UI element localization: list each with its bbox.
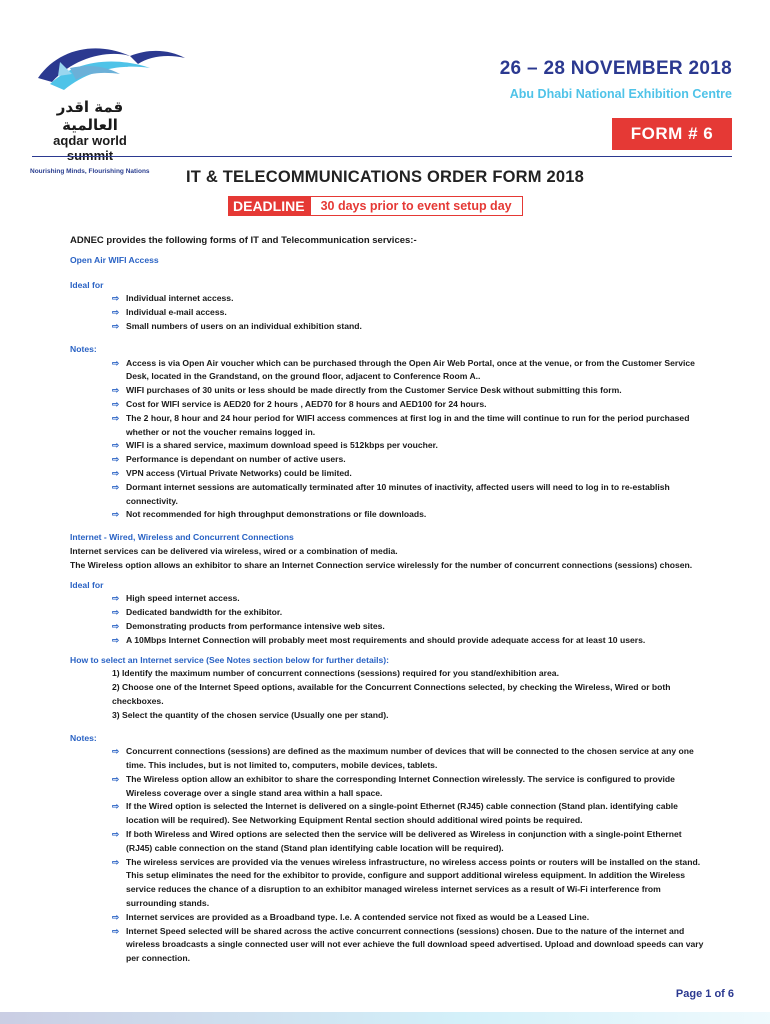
- header-divider: [32, 156, 732, 157]
- arrow-bullet-icon: ⇨: [112, 801, 120, 812]
- deadline-banner: [228, 196, 523, 216]
- page-number: Page 1 of 6: [675, 988, 734, 1000]
- list-item: ⇨ High speed internet access.: [112, 592, 710, 606]
- aqdar-logo-icon: [30, 38, 190, 96]
- step-item: 1) Identify the maximum number of concurrent connections (sessions) required for you stand/exhibition area.: [112, 668, 559, 679]
- arrow-bullet-icon: ⇨: [112, 509, 120, 520]
- arrow-bullet-icon: ⇨: [112, 307, 120, 318]
- list-item: ⇨ Access is via Open Air voucher which can be purchased through the Open Air Web Portal, once at the venue, or from the Customer Service Desk, located in the Grandstand, on the ground floor, adjacent to Conference Room A..: [112, 357, 710, 385]
- deadline-label: DEADLINE: [228, 196, 310, 216]
- arrow-bullet-icon: ⇨: [112, 320, 120, 331]
- internet-description-2: The Wireless option allows an exhibitor to share an Internet Connection service wirelessly for the number of concurrent connections (sessions) chosen.: [70, 559, 693, 570]
- list-item: ⇨ A 10Mbps Internet Connection will probably meet most requirements and should provide adequate access for at least 10 users.: [112, 634, 710, 648]
- list-item: ⇨ If both Wireless and Wired options are selected then the service will be delivered as Wireless in conjunction with a single-point Ethernet (RJ45) cable connection on the stand (Stand plan identifying cable location will be required).: [112, 828, 710, 856]
- list-item: ⇨ Individual e-mail access.: [112, 306, 710, 320]
- arrow-bullet-icon: ⇨: [112, 856, 120, 867]
- logo-english-text: aqdar world summit: [53, 133, 127, 163]
- arrow-bullet-icon: ⇨: [112, 440, 120, 451]
- page-title: IT & TELECOMMUNICATIONS ORDER FORM 2018: [185, 168, 584, 186]
- arrow-bullet-icon: ⇨: [112, 412, 120, 423]
- list-item: ⇨ Dedicated bandwidth for the exhibitor.: [112, 606, 710, 620]
- event-venue: Abu Dhabi National Exhibition Centre: [509, 87, 732, 101]
- arrow-bullet-icon: ⇨: [112, 620, 120, 631]
- howto-steps: [112, 667, 710, 722]
- internet-ideal-heading: Ideal for: [70, 579, 104, 590]
- internet-notes-list: [70, 745, 710, 966]
- arrow-bullet-icon: ⇨: [112, 634, 120, 645]
- arrow-bullet-icon: ⇨: [112, 481, 120, 492]
- deadline-text: 30 days prior to event setup day: [310, 196, 523, 216]
- arrow-bullet-icon: ⇨: [112, 593, 120, 604]
- arrow-bullet-icon: ⇨: [112, 293, 120, 304]
- wifi-ideal-heading: Ideal for: [70, 279, 104, 290]
- wifi-notes-heading: Notes:: [70, 343, 97, 354]
- list-item: ⇨ Individual internet access.: [112, 292, 710, 306]
- list-item: ⇨ The 2 hour, 8 hour and 24 hour period for WIFI access commences at first log in and the time will continue to run for the period purchased whether or not the voucher remains logged in.: [112, 412, 710, 440]
- list-item: ⇨ Performance is dependant on number of active users.: [112, 453, 710, 467]
- arrow-bullet-icon: ⇨: [112, 746, 120, 757]
- list-item: ⇨ Internet Speed selected will be shared across the active concurrent connections (sessions) chosen. Due to the nature of the internet and wireless broadcasts a single connected user will not ever achieve the full download speed advertised. Upload and download speeds can vary per connection.: [112, 925, 710, 966]
- list-item: ⇨ Dormant internet sessions are automatically terminated after 10 minutes of inactivity, affected users will need to log in to re-establish connectivity.: [112, 481, 710, 509]
- step-item: 3) Select the quantity of the chosen service (Usually one per stand).: [112, 709, 389, 720]
- form-number-badge: FORM # 6: [612, 118, 732, 150]
- list-item: ⇨ Demonstrating products from performance intensive web sites.: [112, 620, 710, 634]
- wifi-notes-list: [70, 357, 710, 523]
- howto-heading: How to select an Internet service (See Notes section below for further details):: [70, 654, 390, 665]
- list-item: ⇨ If the Wired option is selected the Internet is delivered on a single-point Ethernet (RJ45) cable connection (Stand plan. identifying cable location will be required). See Networking Equipment Rental section should additional wired points be required.: [112, 800, 710, 828]
- list-item: ⇨ The Wireless option allow an exhibitor to share the corresponding Internet Connection wirelessly. The service is configured to provide Wireless coverage over a single stand area within a hall space.: [112, 773, 710, 801]
- intro-text: ADNEC provides the following forms of IT and Telecommunication services:-: [70, 235, 417, 246]
- document-body: [70, 234, 710, 966]
- internet-description-1: Internet services can be delivered via wireless, wired or a combination of media.: [70, 545, 398, 556]
- arrow-bullet-icon: ⇨: [112, 357, 120, 368]
- arrow-bullet-icon: ⇨: [112, 607, 120, 618]
- arrow-bullet-icon: ⇨: [112, 911, 120, 922]
- footer-decoration: [0, 1012, 770, 1024]
- internet-ideal-list: [70, 592, 710, 647]
- list-item: ⇨ The wireless services are provided via the venues wireless infrastructure, no wireless access points or routers will be installed on the stand. This setup eliminates the need for the exhibitor to provide, configure and support additional wireless equipment. In addition the Wireless service reduces the chance of a disruption to an exhibitor managed wireless internet services as a result of Wi-Fi interference from surrounding stands.: [112, 856, 710, 911]
- list-item: ⇨ Internet services are provided as a Broadband type. I.e. A contended service not fixed as would be a Leased Line.: [112, 911, 710, 925]
- list-item: ⇨ WIFI purchases of 30 units or less should be made directly from the Customer Service Desk without submitting this form.: [112, 384, 710, 398]
- arrow-bullet-icon: ⇨: [112, 773, 120, 784]
- arrow-bullet-icon: ⇨: [112, 385, 120, 396]
- list-item: ⇨ Small numbers of users on an individual exhibition stand.: [112, 320, 710, 334]
- logo-tagline: Nourishing Minds, Flourishing Nations: [30, 168, 150, 175]
- arrow-bullet-icon: ⇨: [112, 398, 120, 409]
- event-dates: 26 – 28 NOVEMBER 2018: [499, 58, 732, 79]
- internet-section-heading: Internet - Wired, Wireless and Concurrent Connections: [70, 532, 294, 543]
- list-item: ⇨ Cost for WIFI service is AED20 for 2 hours , AED70 for 8 hours and AED100 for 24 hours.: [112, 398, 710, 412]
- arrow-bullet-icon: ⇨: [112, 454, 120, 465]
- arrow-bullet-icon: ⇨: [112, 925, 120, 936]
- arrow-bullet-icon: ⇨: [112, 829, 120, 840]
- list-item: ⇨ Concurrent connections (sessions) are defined as the maximum number of devices that will be connected to the chosen service at any one time. This includes, but is not limited to, computers, mobile devices, tablets.: [112, 745, 710, 773]
- list-item: ⇨ WIFI is a shared service, maximum download speed is 512kbps per voucher.: [112, 439, 710, 453]
- logo-arabic-text: قمة اقدر العالمية: [56, 98, 124, 134]
- arrow-bullet-icon: ⇨: [112, 467, 120, 478]
- list-item: ⇨ Not recommended for high throughput demonstrations or file downloads.: [112, 508, 710, 522]
- step-item: 2) Choose one of the Internet Speed options, available for the Concurrent Connections selected, by checking the Wireless, Wired or both checkboxes.: [112, 682, 671, 706]
- internet-notes-heading: Notes:: [70, 732, 97, 743]
- wifi-section-heading: Open Air WIFI Access: [70, 254, 159, 265]
- aqdar-logo: [30, 38, 190, 175]
- list-item: ⇨ VPN access (Virtual Private Networks) could be limited.: [112, 467, 710, 481]
- wifi-ideal-list: [70, 292, 710, 333]
